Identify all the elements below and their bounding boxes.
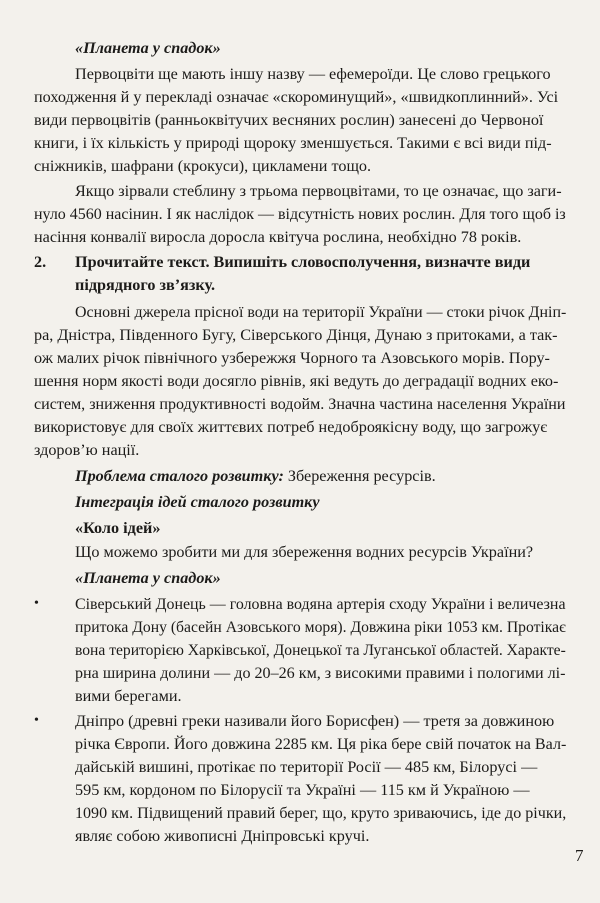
- text-line: річка Європи. Його довжина 2285 км. Ця ріка бере свій початок на Вал-: [75, 735, 567, 753]
- text-line: нуло 4560 насінин. І як наслідок — відсутність нових рослин. Для того щоб із: [34, 205, 566, 223]
- text-line: книги, і їх кількість у природі щороку зменшується. Такими є всі види під-: [34, 134, 552, 152]
- problem-text: Збереження ресурсів.: [287, 467, 436, 485]
- text-line: систем, зниження продуктивності водойм. Значна частина населення України: [34, 395, 566, 413]
- text-line: ож малих річок північного узбережжя Чорного та Азовського морів. Пору-: [34, 349, 550, 367]
- text-line: ра, Дністра, Південного Бугу, Сіверського Дінця, Дунаю з притоками, а так-: [34, 326, 558, 344]
- text-line: дайській вишині, протікає по території Росії — 485 км, Білорусі —: [75, 758, 538, 776]
- problem-line: [75, 466, 436, 486]
- text-line: сніжників, шафрани (крокуси), цикламени тощо.: [34, 157, 372, 175]
- text-line: 595 км, кордоном по Білорусії та Україні — 115 км й Україною —: [75, 781, 530, 799]
- heading-planet-heritage-2: «Планета у спадок»: [75, 569, 221, 587]
- circle-of-ideas-heading: «Коло ідей»: [75, 519, 161, 537]
- problem-label: Проблема сталого розвитку:: [75, 467, 284, 485]
- text-line: Сіверський Донець — головна водяна артерія сходу України і величезна: [75, 595, 566, 613]
- text-line: Дніпро (древні греки називали його Борисфен) — третя за довжиною: [75, 712, 555, 730]
- text-line: 1090 км. Підвищений правий берег, що, круто зриваючись, іде до річки,: [75, 804, 567, 822]
- text-line: насіння конвалії виросла доросла квітуча рослина, необхідно 78 років.: [34, 228, 522, 246]
- page-number: 7: [575, 846, 584, 865]
- heading-planet-heritage-1: «Планета у спадок»: [75, 39, 221, 57]
- task-title: підрядного зв’язку.: [75, 276, 215, 294]
- text-line: Якщо зірвали стеблину з трьома первоцвітами, то це означає, що заги-: [75, 182, 562, 200]
- text-line: види первоцвітів (ранньоквітучих весняних рослин) занесені до Червоної: [34, 111, 544, 129]
- text-line: шення норм якості води досягло рівнів, які ведуть до деградації водних еко-: [34, 372, 559, 390]
- integration-heading: Інтеграція ідей сталого розвитку: [75, 493, 320, 511]
- task-title: Прочитайте текст. Випишіть словосполучення, визначте види: [75, 253, 531, 271]
- bullet-icon: •: [34, 713, 39, 728]
- text-line: вона територією Харківської, Донецької та Луганської областей. Характе-: [75, 641, 566, 659]
- text-line: рна ширина долини — до 20–26 км, з високими правими і пологими лі-: [75, 664, 566, 682]
- circle-of-ideas-question: Що можемо зробити ми для збереження водних ресурсів України?: [75, 543, 534, 561]
- text-line: Основні джерела прісної води на території України — стоки річок Дніп-: [75, 303, 567, 321]
- text-line: використовує для своїх життєвих потреб недоброякісну воду, що загрожує: [34, 418, 548, 436]
- task-number: 2.: [34, 253, 47, 271]
- text-line: здоров’ю нації.: [34, 441, 140, 459]
- text-line: являє собою живописні Дніпровські кручі.: [75, 827, 370, 845]
- text-line: Первоцвіти ще мають іншу назву — ефемероїди. Це слово грецького: [75, 65, 551, 83]
- text-line: вими берегами.: [75, 687, 182, 705]
- bullet-icon: •: [34, 596, 39, 611]
- text-line: походження й у перекладі означає «скороминущий», «швидкоплинний». Усі: [34, 88, 559, 106]
- text-line: притока Дону (басейн Азовського моря). Довжина ріки 1053 км. Протікає: [75, 618, 566, 636]
